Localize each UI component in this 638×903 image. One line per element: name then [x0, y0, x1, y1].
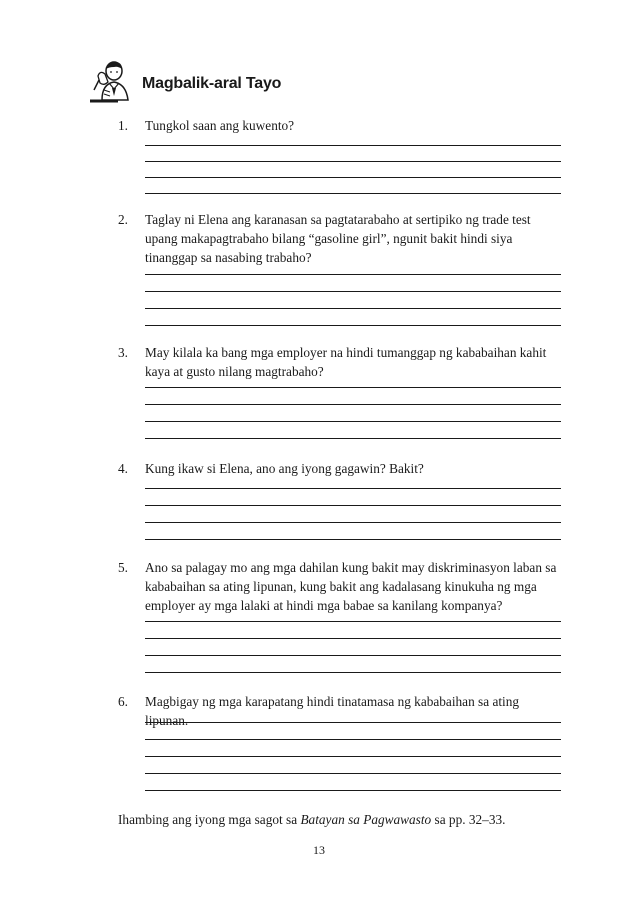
answer-line[interactable]: [145, 387, 561, 388]
answer-line[interactable]: [145, 161, 561, 162]
question-text: Ano sa palagay mo ang mga dahilan kung bakit may diskriminasyon laban sa kababaihan sa ating lipunan, kung bakit ang kadalasang kinukuha ng mga employer ay mga lalaki at hindi mga babae sa kanilang kompanya?: [145, 560, 557, 613]
answer-key-reference: Batayan sa Pagwawasto: [300, 812, 432, 827]
section-header: [88, 58, 281, 104]
answer-line[interactable]: [145, 193, 561, 194]
question-text: Tungkol saan ang kuwento?: [145, 118, 295, 133]
answer-line[interactable]: [145, 790, 561, 791]
answer-line[interactable]: [145, 756, 561, 757]
answer-line[interactable]: [145, 522, 561, 523]
answer-line[interactable]: [145, 672, 561, 673]
question-text: May kilala ka bang mga employer na hindi tumanggap ng kababaihan kahit kaya at gusto nilang magtrabaho?: [145, 345, 547, 379]
answer-line[interactable]: [145, 505, 561, 506]
answer-line[interactable]: [145, 739, 561, 740]
answer-line[interactable]: [145, 488, 561, 489]
student-writing-icon: [88, 58, 140, 104]
question-text: Magbigay ng mga karapatang hindi tinatamasa ng kababaihan sa ating lipunan.: [145, 694, 520, 728]
answer-line[interactable]: [145, 274, 561, 275]
note-text-after: sa pp. 32–33.: [431, 812, 506, 827]
answer-line[interactable]: [145, 621, 561, 622]
question-number: 1.: [118, 118, 128, 133]
answer-line[interactable]: [145, 145, 561, 146]
answer-line[interactable]: [145, 638, 561, 639]
answer-line[interactable]: [145, 325, 561, 326]
question-number: 2.: [118, 212, 128, 227]
answer-line[interactable]: [145, 404, 561, 405]
answer-line[interactable]: [145, 722, 561, 723]
question-number: 3.: [118, 345, 128, 360]
section-title: Magbalik-aral Tayo: [142, 75, 282, 92]
answer-key-note: [118, 810, 505, 829]
answer-line[interactable]: [145, 773, 561, 774]
answer-line[interactable]: [145, 177, 561, 178]
note-text-before: Ihambing ang iyong mga sagot sa: [118, 812, 301, 827]
answer-line[interactable]: [145, 655, 561, 656]
question-number: 6.: [118, 694, 128, 709]
page-number: 13: [313, 843, 325, 857]
answer-line[interactable]: [145, 539, 561, 540]
answer-line[interactable]: [145, 291, 561, 292]
answer-line[interactable]: [145, 308, 561, 309]
question-text: Taglay ni Elena ang karanasan sa pagtatarabaho at sertipiko ng trade test upang makapagtrabaho bilang “gasoline girl”, ngunit bakit hindi siya tinanggap sa nasabing trabaho?: [145, 212, 531, 265]
question-number: 4.: [118, 461, 128, 476]
question-text: Kung ikaw si Elena, ano ang iyong gagawin? Bakit?: [145, 461, 424, 476]
question-number: 5.: [118, 560, 128, 575]
answer-line[interactable]: [145, 438, 561, 439]
answer-line[interactable]: [145, 421, 561, 422]
